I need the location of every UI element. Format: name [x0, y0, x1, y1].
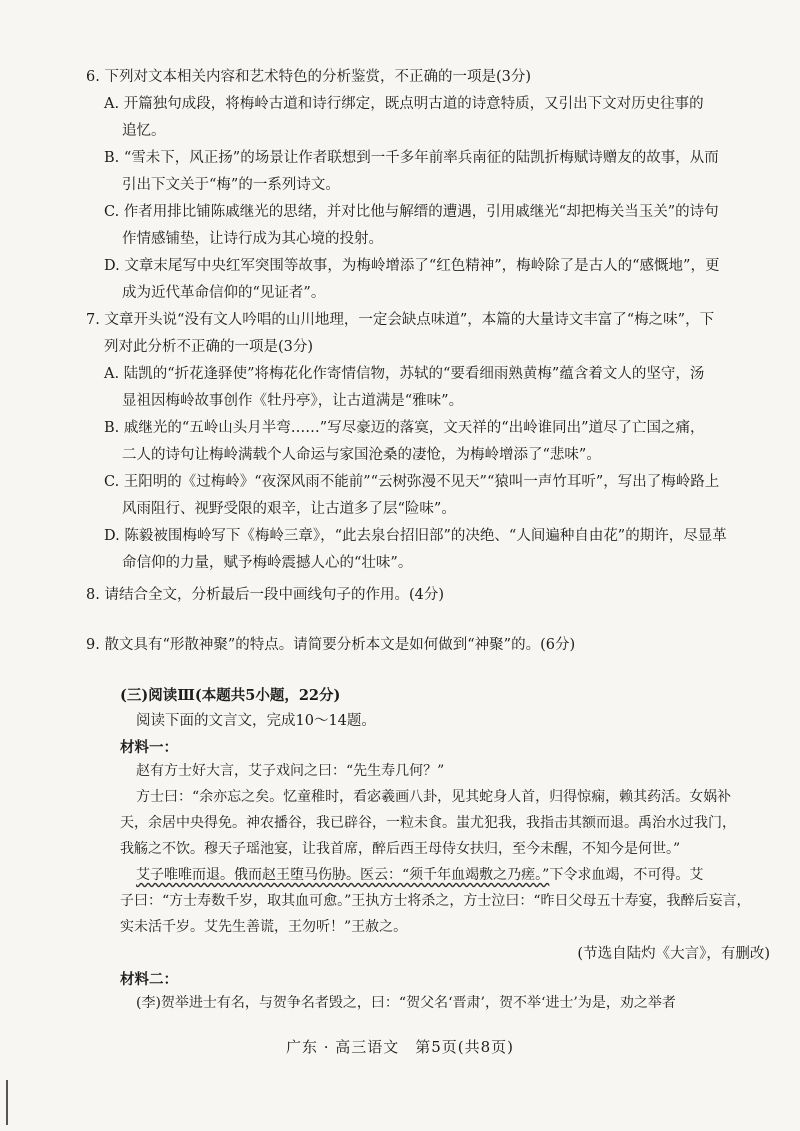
- m1-line5: [136, 862, 703, 889]
- q6-stem: 6. 下列对文本相关内容和艺术特色的分析鉴赏，不正确的一项是(3分): [86, 69, 531, 85]
- q6-d-line2: 成为近代革命信仰的“见证者”。: [122, 285, 326, 301]
- q7-option-a: [104, 361, 776, 415]
- q7-option-d: [104, 523, 776, 577]
- q6-option-d: [104, 253, 776, 307]
- q7-stem-line2: 列对此分析不正确的一项是(3分): [104, 339, 314, 355]
- q7-b-line1: B. 戚继光的“五岭山头月半弯……”写尽豪迈的落寞，文天祥的“出岭谁同出”道尽了亡国之痛，: [104, 420, 705, 436]
- m1-line7: 实未活千岁。艾先生善谎，王勿听！”王赦之。: [120, 919, 408, 935]
- q6-option-b: [104, 145, 776, 199]
- m2-line1: (李)贺举进士有名，与贺争名者毁之，曰：“贺父名‘晋肃’，贺不举‘进士’为是，劝之举者: [136, 995, 676, 1011]
- q6-d-line1: D. 文章末尾写中央红军突围等故事，为梅岭增添了“红色精神”，梅岭除了是古人的“感慨地”，更: [104, 258, 720, 274]
- q6-c-line2: 作情感铺垫，让诗行成为其心境的投射。: [122, 231, 383, 247]
- q6-option-c: [104, 199, 776, 253]
- q7-c-line2: 风雨阻行、视野受限的艰辛，让古道多了层“险味”。: [122, 501, 456, 517]
- q7-option-c: [104, 469, 776, 523]
- material1-label: 材料一：: [120, 739, 178, 756]
- m1-line1: 赵有方士好大言，艾子戏问之曰：“先生寿几何？”: [136, 763, 445, 779]
- material2-label: 材料二：: [120, 971, 178, 988]
- scan-edge-mark: [6, 1080, 8, 1125]
- q6-a-line1: A. 开篇独句成段，将梅岭古道和诗行绑定，既点明古道的诗意特质，又引出下文对历史往事的: [104, 96, 704, 112]
- q6-b-line2: 引出下文关于“梅”的一系列诗文。: [122, 177, 340, 193]
- q9-stem: 9. 散文具有“形散神聚”的特点。请简要分析本文是如何做到“神聚”的。(6分): [86, 637, 576, 653]
- q7-a-line2: 显祖因梅岭故事创作《牡丹亭》，让古道满是“雅味”。: [122, 393, 464, 409]
- q6-option-a: [104, 91, 776, 145]
- m1-underlined-sentence: 艾子唯唯而退。俄而赵王堕马伤胁。医云：“须千年血竭敷之乃瘥。”: [136, 867, 550, 883]
- q8-stem: 8. 请结合全文，分析最后一段中画线句子的作用。(4分): [86, 587, 444, 603]
- q7-a-line1: A. 陆凯的“折花逢驿使”将梅花化作寄情信物，苏轼的“要看细雨熟黄梅”蕴含着文人的坚守，汤: [104, 366, 705, 382]
- q6-c-line1: C. 作者用排比铺陈戚继光的思绪，并对比他与解缙的遭遇，引用戚继光“却把梅关当玉关”的诗句: [104, 204, 719, 220]
- q7-stem: [86, 307, 776, 361]
- q7-c-line1: C. 王阳明的《过梅岭》“夜深风雨不能前”“云树弥漫不见天”“猿叫一声竹耳听”，写出了梅岭路上: [104, 474, 720, 490]
- m1-line5-rest: 下令求血竭，不可得。艾: [549, 867, 704, 883]
- m1-line4: 我觞之不饮。穆天子瑶池宴，让我首席，醉后西王母侍女扶归，至今未醒，不知今是何世。”: [120, 841, 681, 857]
- q6-b-line1: B. “雪未下，风正扬”的场景让作者联想到一千多年前率兵南征的陆凯折梅赋诗赠友的故事，从而: [104, 150, 719, 166]
- page-footer: 广东 · 高三语文 第5页(共8页): [285, 1038, 515, 1056]
- m1-line2: 方士曰：“余亦忘之矣。忆童稚时，看宓羲画八卦，见其蛇身人首，归得惊痫，赖其药活。女娲补: [136, 789, 732, 805]
- section-intro: 阅读下面的文言文，完成10～14题。: [136, 713, 376, 729]
- q7-d-line1: D. 陈毅被围梅岭写下《梅岭三章》，“此去泉台招旧部”的决绝、“人间遍种自由花”的期许，尽显革: [104, 528, 727, 544]
- q7-d-line2: 命信仰的力量，赋予梅岭震撼人心的“壮味”。: [122, 555, 413, 571]
- m1-source: (节选自陆灼《大言》，有删改): [577, 946, 770, 962]
- q7-b-line2: 二人的诗句让梅岭满载个人命运与家国沧桑的凄怆，为梅岭增添了“悲味”。: [122, 447, 601, 463]
- m1-line6: 子曰：“方士寿数千岁，取其血可愈。”王执方士将杀之，方士泣曰：“昨日父母五十寿宴，我醉后妄言，: [120, 893, 751, 909]
- m1-line3: 天，余居中央得免。神农播谷，我已辟谷，一粒未食。蚩尤犯我，我指击其额而退。禹治水过我门，: [120, 815, 736, 831]
- section-title: (三)阅读Ⅲ(本题共5小题，22分): [120, 687, 341, 704]
- q7-option-b: [104, 415, 776, 469]
- q7-stem-line1: 7. 文章开头说“没有文人吟唱的山川地理，一定会缺点味道”，本篇的大量诗文丰富了“梅之味”，下: [86, 312, 715, 328]
- q6-a-line2: 追忆。: [122, 123, 166, 139]
